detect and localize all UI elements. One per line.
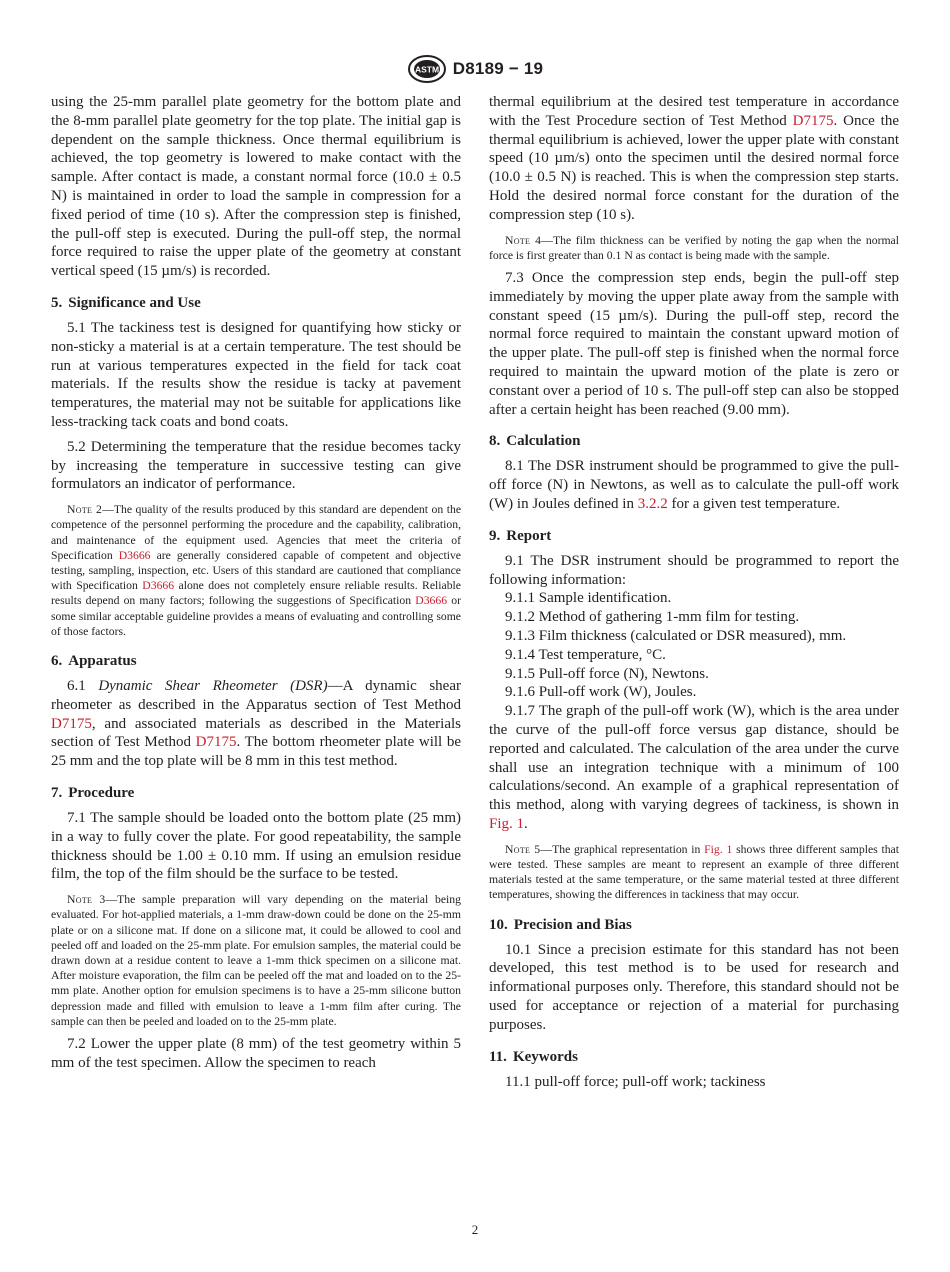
paragraph-5-2: 5.2 Determining the temperature that the residue becomes tacky by increasing the temperature in successive testing can give formulators an indicator of performance.: [51, 438, 461, 493]
list-item: 9.1.3 Film thickness (calculated or DSR measured), mm.: [505, 627, 847, 644]
paragraph-10-1: 10.1 Since a precision estimate for this standard has not been developed, this test method is to be used for research and informational purposes only. Therefore, this standard should not be used for acceptance or rejection of a material for purchasing purposes.: [489, 941, 899, 1033]
astm-logo-icon: [407, 54, 447, 84]
list-item: 9.1.4 Test temperature, °C.: [505, 646, 666, 663]
svg-text:ASTM: ASTM: [414, 64, 439, 75]
reference-link-d3666[interactable]: D3666: [118, 548, 151, 562]
paragraph-9-1-7: 9.1.7 The graph of the pull-off work (W), which is the area under the curve of the pull-off force versus gap distance, should be reported and calculated. The calculation of the area under the curve shall use an integration technique with a minimum of 100 calculations/second. An example of a graphical representation of this method, along with varying degrees of tackiness, is shown in Fig. 1.: [489, 703, 899, 832]
paragraph-11-1: 11.1 pull-off force; pull-off work; tackiness: [505, 1073, 766, 1090]
page-number: 2: [471, 1222, 479, 1237]
section-heading-7: 7. Procedure: [51, 784, 135, 801]
paragraph-7-1: 7.1 The sample should be loaded onto the bottom plate (25 mm) in a way to fully cover the plate. For good repeatability, the sample thickness should be 1.00 ± 0.10 mm. If using an emulsion residue film, the top of the film should be the surface to be tested.: [51, 809, 461, 883]
reference-link-d3666[interactable]: D3666: [142, 579, 175, 593]
paragraph-9-1: 9.1 The DSR instrument should be programmed to report the following information:: [489, 552, 899, 588]
paragraph-7-2: 7.2 Lower the upper plate (8 mm) of the test geometry within 5 mm of the test specimen. Allow the specimen to reach: [51, 1035, 461, 1071]
section-heading-10: 10. Precision and Bias: [489, 916, 632, 933]
list-item: 9.1.5 Pull-off force (N), Newtons.: [505, 665, 709, 682]
list-item: 9.1.1 Sample identification.: [505, 590, 672, 607]
paragraph-8-1: 8.1 The DSR instrument should be programmed to give the pull-off force (N) in Newtons, as well as to calculate the pull-off work (W) in Joules defined in 3.2.2 for a given test temperature.: [489, 458, 899, 512]
figure-link-fig-1[interactable]: Fig. 1: [704, 842, 733, 856]
reference-link-d7175[interactable]: D7175: [195, 734, 237, 751]
list-item: 9.1.6 Pull-off work (W), Joules.: [505, 684, 697, 701]
note-3: Note 3—The sample preparation will vary depending on the material being evaluated. For hot-applied materials, a 1-mm draw-down could be done on the 25-mm plate or on a silicone mat. If done on a silicone mat, it could be allowed to cool and peeled off and loaded on the 25-mm plate. For emulsion samples, the material could be drawn down at a residue content to leave a 1-mm thick specimen on a silicone mat. After moisture evaporation, the film can be peeled off the mat and loaded on to the 25-mm plate. Another option for emulsion specimens is to have a 25-mm silicone button depression made and filled with emulsion to leave a 1-mm film after curing. The sample can then be peeled and loaded on to the 25-mm plate.: [51, 893, 461, 1028]
paragraph-5-1: 5.1 The tackiness test is designed for quantifying how sticky or non-sticky a material is at a certain temperature. The test should be run at various temperatures expected in the field for tack coat materials. If the results show the residue is tacky at pavement temperatures, the material may not be suitable for applications like less-tracking tack coats and bond coats.: [51, 319, 461, 430]
section-heading-5: 5. Significance and Use: [51, 294, 201, 311]
paragraph-7-3: 7.3 Once the compression step ends, begin the pull-off step immediately by moving the upper plate away from the sample with constant speed (15 µm/s). During the pull-off step, record the normal force required to maintain the constant upward motion of the upper plate. The pull-off step is finished when the normal force required to maintain the upward motion of the plate is zero or constant over a period of 10 s. The pull-off step can also be stopped after a certain height has been reached (9.00 mm).: [489, 269, 899, 418]
right-column: [489, 93, 899, 1091]
reference-link-d7175[interactable]: D7175: [51, 715, 92, 732]
section-heading-8: 8. Calculation: [489, 433, 581, 450]
section-heading-11: 11. Keywords: [489, 1048, 578, 1065]
note-4: Note 4—The film thickness can be verified by noting the gap when the normal force is first greater than 0.1 N as contact is being made with the sample.: [489, 233, 899, 262]
paragraph-6-1: 6.1 Dynamic Shear Rheometer (DSR)—A dynamic shear rheometer as described in the Apparatus section of Test Method D7175, and associated materials as described in the Materials section of Test Method D7175. The bottom rheometer plate will be 25 mm and the top plate will be 8 mm in this test method.: [51, 677, 461, 770]
section-heading-6: 6. Apparatus: [51, 652, 137, 669]
page-header: [0, 52, 950, 86]
standard-designation: D8189 − 19: [452, 59, 544, 78]
note-2: Note 2—The quality of the results produced by this standard are dependent on the competence of the personnel performing the procedure and the capability, calibration, and maintenance of the equipment used. Agencies that meet the criteria of Specification D3666 are generally considered capable of competent and objective testing, sampling, inspection, etc. Users of this standard are cautioned that compliance with Specification D3666 alone does not completely ensure reliable results. Reliable results depend on many factors; following the suggestions of Specification D3666 or some similar acceptable guideline provides a means of evaluating and controlling some of those factors.: [51, 503, 462, 638]
note-5: Note 5—The graphical representation in Fig. 1 shows three different samples that were tested. These samples are meant to represent an example of three different materials tested at the same temperature, or the same material tested at three different temperatures, showing the differences in tackiness that may occur.: [489, 842, 899, 902]
reference-link-d7175[interactable]: D7175: [792, 112, 834, 129]
left-column: [51, 93, 461, 1073]
reference-link-3-2-2[interactable]: 3.2.2: [637, 495, 668, 512]
list-item: 9.1.2 Method of gathering 1-mm film for testing.: [505, 609, 800, 626]
section-heading-9: 9. Report: [489, 527, 552, 544]
reference-link-d3666[interactable]: D3666: [415, 594, 448, 608]
figure-link-fig-1[interactable]: Fig. 1: [489, 815, 525, 832]
paragraph-7-2-continued: thermal equilibrium at the desired test temperature in accordance with the Test Procedure section of Test Method D7175. Once the thermal equilibrium is achieved, lower the upper plate with constant speed (10 µm/s) onto the specimen until the desired normal force (10.0 ± 0.5 N) is reached. This is when the compression step starts. Hold the desired normal force constant for the duration of the compression step (10 s).: [489, 94, 899, 223]
procedure-summary-continued: using the 25-mm parallel plate geometry for the bottom plate and the 8-mm parallel plate geometry for the top plate. The initial gap is dependent on the sample thickness. Once thermal equilibrium is achieved, the top geometry is lowered to make contact with the sample. After contact is made, a constant normal force (10.0 ± 0.5 N) is maintained in order to load the sample in compression for a fixed period of time (10 s). After the compression step is finished, the pull-off step is executed. During the pull-off step, the normal force required to raise the upper plate of the geometry at constant vertical speed (15 µm/s) is recorded.: [51, 94, 461, 280]
